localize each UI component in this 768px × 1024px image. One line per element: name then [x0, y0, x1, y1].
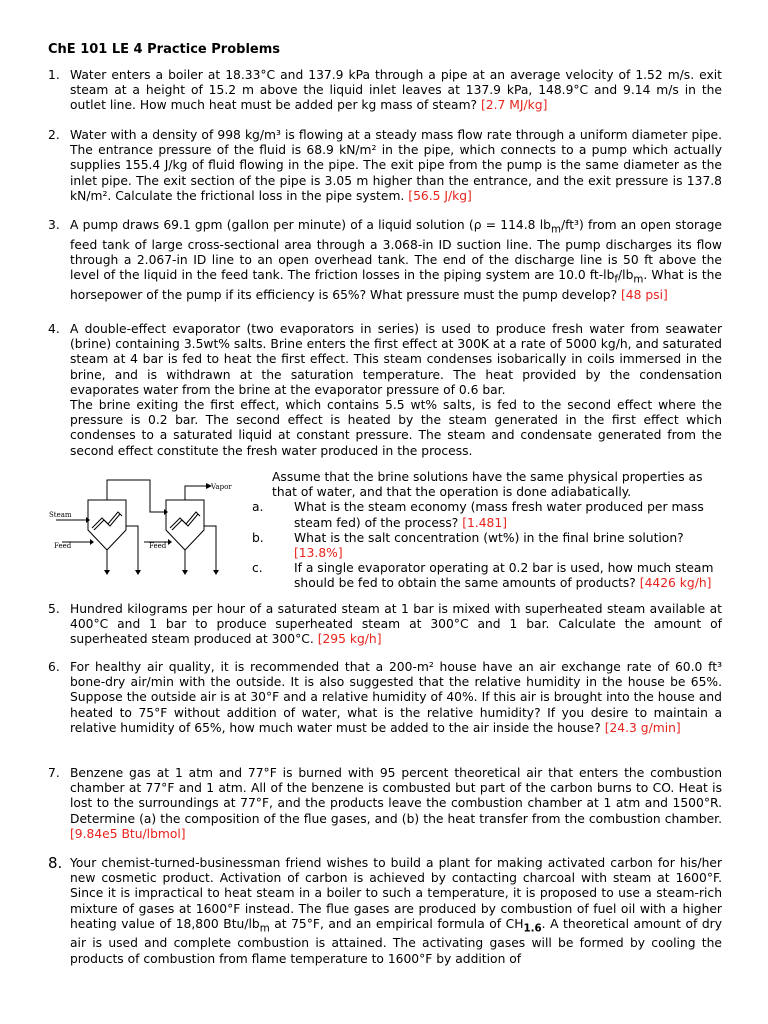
- answer: [4426 kg/h]: [639, 576, 712, 591]
- problem-text: For healthy air quality, it is recommended that a 200-m² house have an air exchange rate of 60.0 ft³ bone-dry air/min with the outside. It is also suggested that the relative humidity in the house be 65%. Suppose the outside air is at 30°F and a relative humidity of 40%. If this air is brought into the house and heated to 75°F without addition of water, what is the relative humidity? If you desire to maintain a relative humidity of 65%, how much water must be added to the air inside the house? [24.3 g/min]: [70, 660, 722, 735]
- problem-text: A double-effect evaporator (two evaporators in series) is used to produce fresh water from seawater (brine) containing 3.5wt% salts. Brine enters the first effect at 300K at a rate of 5000 kg/h, and saturated steam at 4 bar is fed to heat the first effect. This steam condenses isobarically in coils immersed in the brine, and is withdrawn at the saturation temperature. The heat provided by the condensation evaporates water from the brine at the evaporator pressure of 0.6 bar. The brine exiting the first effect, which contains 5.5 wt% salts, is fed to the second effect where the pressure is 0.2 bar. The second effect is heated by the steam generated in the first effect which condenses to a saturated liquid at constant pressure. The steam and condensate generated from the second effect constitute the fresh water produced in the process.: [70, 322, 722, 458]
- answer: [24.3 g/min]: [604, 720, 681, 735]
- problem-number: 3.: [48, 218, 60, 232]
- evaporator-1: [88, 500, 126, 550]
- feed-label-2: Feed: [149, 542, 167, 550]
- answer: [56.5 J/kg]: [408, 188, 472, 203]
- problem-text: Benzene gas at 1 atm and 77°F is burned with 95 percent theoretical air that enters the combustion chamber at 77°F and 1 atm. All of the benzene is combusted but part of the carbon burns to CO. Heat is lost to the surroundings at 77°F, and the products leave the combustion chamber at 1 atm and 1500°R. Determine (a) the composition of the flue gases, and (b) the heat transfer from the combustion chamber. [9.84e5 Btu/lbmol]: [70, 766, 722, 841]
- problem-text: Water enters a boiler at 18.33°C and 137.9 kPa through a pipe at an average velocity of 1.52 m/s. exit steam at a height of 15.2 m above the liquid inlet leaves at 137.9 kPa, 148.9°C and 9.14 m/s in the outlet line. How much heat must be added per kg mass of steam? [2.7 MJ/kg]: [70, 68, 722, 113]
- part-b: b. What is the salt concentration (wt%) in the final brine solution? [13.8%]: [252, 530, 684, 561]
- vapor-label: Vapor: [211, 483, 232, 491]
- double-effect-evaporator-diagram: [48, 472, 248, 582]
- problem-5: [48, 602, 722, 648]
- problem-4-questions: [252, 470, 722, 592]
- document-title: ChE 101 LE 4 Practice Problems: [48, 42, 280, 57]
- evaporator-2: [166, 500, 204, 550]
- assumption-text: Assume that the brine solutions have the same physical properties as that of water, and that the operation is done adiabatically.: [272, 470, 703, 500]
- feed-label-1: Feed: [54, 542, 72, 550]
- problem-text: A pump draws 69.1 gpm (gallon per minute) of a liquid solution (ρ = 114.8 $lb_m/ft^3$) from an open storage feed tank of large cross-sectional area through a 3.068-in ID suction line. The pump discharges its flow through a 2.067-in ID line to an open overhead tank. The end of the discharge line is 50 ft above the level of the liquid in the feed tank. The friction losses in the piping system are 10.0 $ft-lb_f/lb_m$. What is the horsepower of the pump if its efficiency is 65%? What pressure must the pump develop? [48 psi]: [70, 218, 722, 302]
- answer: [13.8%]: [294, 546, 343, 561]
- problem-6: [48, 660, 722, 736]
- problem-number: 5.: [48, 602, 60, 616]
- answer: [1.481]: [462, 515, 507, 530]
- problem-number: 1.: [48, 68, 60, 82]
- problem-text: Water with a density of 998 kg/m³ is flowing at a steady mass flow rate through a uniform diameter pipe. The entrance pressure of the fluid is 68.9 kN/m² in the pipe, which connects to a pump which actually supplies 155.4 J/kg of fluid flowing in the pipe. The exit pipe from the pump is the same diameter as the inlet pipe. The exit section of the pipe is 3.05 m higher than the entrance, and the exit pressure is 137.8 kN/m². Calculate the frictional loss in the pipe system. [56.5 J/kg]: [70, 128, 722, 203]
- problem-4: [48, 322, 722, 459]
- problem-8: [48, 856, 722, 967]
- problem-number: 6.: [48, 660, 60, 674]
- answer: [9.84e5 Btu/lbmol]: [70, 826, 186, 841]
- part-a: a. What is the steam economy (mass fresh water produced per mass steam fed) of the process? [1.481]: [252, 500, 704, 530]
- problem-3: [48, 218, 722, 303]
- answer: [2.7 MJ/kg]: [481, 98, 548, 113]
- part-label: a.: [252, 500, 264, 515]
- problem-1: [48, 68, 722, 114]
- part-label: c.: [252, 561, 263, 576]
- problem-number: 4.: [48, 322, 60, 336]
- part-c: c. If a single evaporator operating at 0.2 bar is used, how much steam should be fed to obtain the same amounts of products? [4426 kg/h]: [252, 561, 714, 591]
- problem-number: 2.: [48, 128, 60, 142]
- problem-7: [48, 766, 722, 842]
- problem-text: Hundred kilograms per hour of a saturated steam at 1 bar is mixed with superheated steam available at 400°C and 1 bar to produce superheated steam at 300°C and 1 bar. Calculate the amount of superheated steam produced at 300°C. [295 kg/h]: [70, 602, 722, 647]
- part-label: b.: [252, 530, 264, 545]
- answer: [295 kg/h]: [317, 632, 382, 647]
- problem-text: Your chemist-turned-businessman friend wishes to build a plant for making activated carbon for his/her new cosmetic product. Activation of carbon is achieved by contacting charcoal with steam at 1600°F. Since it is impractical to heat steam in a boiler to such a temperature, it is proposed to use a steam-rich mixture of gases at 1600°F instead. The flue gases are produced by combustion of fuel oil with a higher heating value of 18,800 Btu/$lb_m$ at 75°F, and an empirical formula of $CH_{1.6}$. A theoretical amount of dry air is used and complete combustion is attained. The activating gases will be formed by cooling the products of combustion from flame temperature to 1600°F by addition of: [70, 856, 723, 966]
- problem-number: 7.: [48, 766, 60, 780]
- problem-2: [48, 128, 722, 204]
- answer: [48 psi]: [621, 287, 668, 302]
- steam-label: Steam: [49, 511, 72, 519]
- problem-number: 8.: [48, 854, 63, 872]
